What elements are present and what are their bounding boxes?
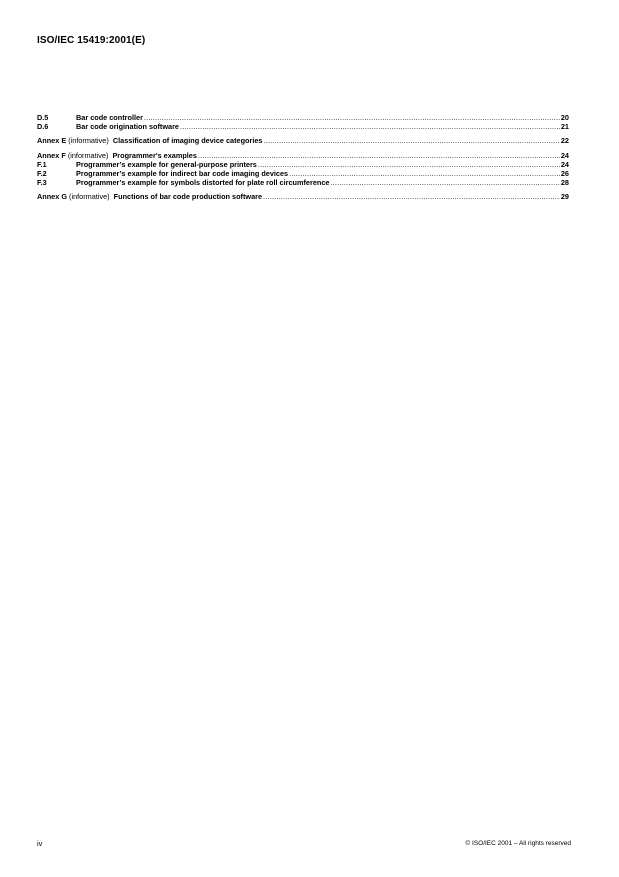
toc-annex-qualifier: (informative) [68,136,109,146]
toc-dot-leader [263,192,560,201]
toc-entry-page: 28 [560,178,569,188]
toc-entry-page: 24 [560,159,569,169]
toc-annex-label [37,192,114,201]
toc-entry-title: Programmer’s example for general-purpose printers [76,159,257,169]
toc-entry-page: 26 [560,169,569,179]
toc-entry[interactable] [37,169,569,178]
toc-dot-leader [180,122,560,131]
toc-entry-title: Classification of imaging device categories [112,136,263,146]
toc-entry-page: 22 [560,136,569,146]
toc-dot-leader [330,178,559,187]
toc-entry-number: F.1 [37,159,47,169]
copyright-notice: © ISO/IEC 2001 – All rights reserved [465,840,571,847]
toc-dot-leader [144,113,560,122]
toc-entry-page: 24 [560,150,569,160]
toc-entry-page: 21 [560,122,569,132]
toc-entry-number: D.5 [37,113,49,122]
toc-dot-leader [289,169,560,178]
toc-entry-title: Bar code controller [76,113,143,122]
toc-entry-title: Programmer’s example for symbols distorted for plate roll circumference [76,178,330,188]
document-header: ISO/IEC 15419:2001(E) [37,35,146,46]
toc-annex-qualifier: (informative) [67,150,109,160]
toc-annex-entry[interactable] [37,151,569,160]
toc-entry[interactable] [37,178,569,187]
page-number: iv [37,839,43,848]
toc-annex-qualifier: (informative) [69,192,110,202]
toc-entry-page: 29 [560,192,569,202]
toc-entry-title: Programmer’s example for indirect bar code imaging devices [76,169,289,179]
toc-annex-name: Annex F [37,150,66,160]
toc-entry[interactable] [37,160,569,169]
toc-entry-number: F.3 [37,178,47,188]
toc-entry-number: F.2 [37,169,47,179]
toc-annex-name: Annex E [37,136,67,146]
toc-entry[interactable] [37,113,569,122]
toc-dot-leader [258,160,560,169]
toc-annex-label [37,151,112,160]
toc-entry-title: Programmer's examples [112,150,197,160]
toc-entry-title: Bar code origination software [76,122,179,132]
toc-entry-number: D.6 [37,122,49,132]
toc-entry-page: 20 [560,113,569,122]
toc-dot-leader [198,151,560,160]
toc-dot-leader [263,136,559,145]
toc-entry-title: Functions of bar code production software [113,192,263,202]
table-of-contents [37,113,569,202]
toc-annex-name: Annex G [37,192,68,202]
toc-annex-label [37,136,113,145]
toc-annex-entry[interactable] [37,136,569,145]
toc-entry[interactable] [37,122,569,131]
toc-annex-entry[interactable] [37,192,569,201]
